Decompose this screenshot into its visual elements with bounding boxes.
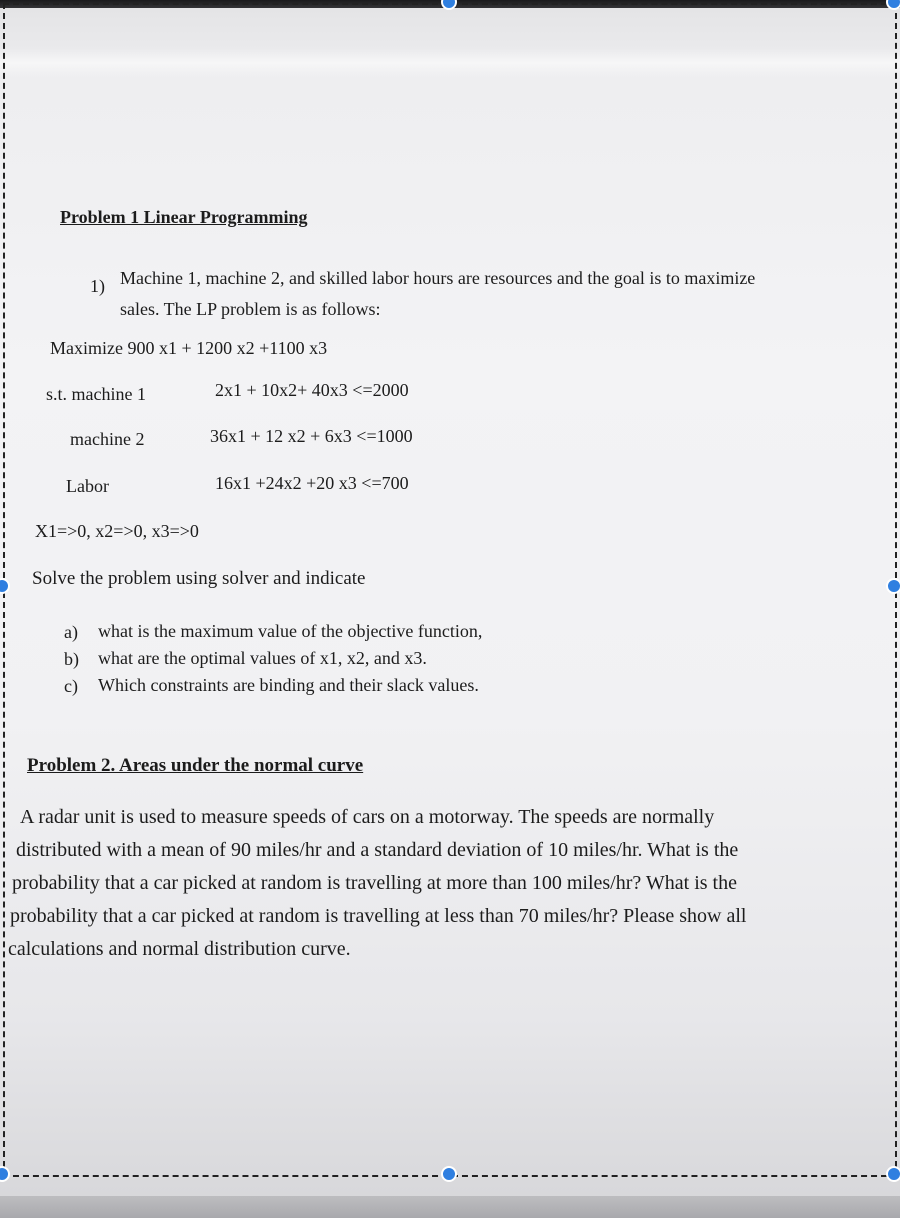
problem1-intro-line1: Machine 1, machine 2, and skilled labor hours are resources and the goal is to maximize xyxy=(120,268,756,288)
constraint-expression: 2x1 + 10x2+ 40x3 <=2000 xyxy=(215,380,409,400)
crop-handle-bottom[interactable] xyxy=(441,1166,457,1182)
instruction-text: Solve the problem using solver and indicate xyxy=(32,568,366,589)
problem2-paragraph-line: distributed with a mean of 90 miles/hr and a standard deviation of 10 miles/hr. What is the xyxy=(16,839,739,861)
problem2-paragraph-line: calculations and normal distribution curve. xyxy=(8,938,351,960)
problem1-item-number: 1) xyxy=(90,276,105,296)
constraint-label: Labor xyxy=(66,476,109,496)
problem2-heading: Problem 2. Areas under the normal curve xyxy=(27,755,364,776)
constraint-label: machine 2 xyxy=(70,429,145,449)
crop-handle-right[interactable] xyxy=(886,578,900,594)
nonnegativity-constraints: X1=>0, x2=>0, x3=>0 xyxy=(35,521,199,541)
document-photo xyxy=(0,8,900,1196)
question-text: what is the maximum value of the objective function, xyxy=(98,621,483,641)
constraint-expression: 16x1 +24x2 +20 x3 <=700 xyxy=(215,473,409,493)
problem2-paragraph-line: probability that a car picked at random is travelling at more than 100 miles/hr? What is the xyxy=(12,872,737,894)
problem1-intro-line2: sales. The LP problem is as follows: xyxy=(120,299,381,319)
question-text: what are the optimal values of x1, x2, and x3. xyxy=(98,648,427,668)
question-marker: a) xyxy=(64,622,78,642)
paper-highlight xyxy=(0,48,900,78)
question-text: Which constraints are binding and their slack values. xyxy=(98,675,479,695)
problem2-paragraph-line: A radar unit is used to measure speeds of cars on a motorway. The speeds are normally xyxy=(20,806,715,828)
constraint-label: s.t. machine 1 xyxy=(46,384,146,404)
problem2-paragraph-line: probability that a car picked at random is travelling at less than 70 miles/hr? Please show all xyxy=(10,905,747,927)
question-marker: c) xyxy=(64,676,78,696)
crop-handle-bottom-right[interactable] xyxy=(886,1166,900,1182)
photo-bottom-edge xyxy=(0,1196,900,1218)
objective-function: Maximize 900 x1 + 1200 x2 +1100 x3 xyxy=(50,338,328,358)
constraint-expression: 36x1 + 12 x2 + 6x3 <=1000 xyxy=(210,426,413,446)
problem1-heading: Problem 1 Linear Programming xyxy=(60,207,308,227)
question-marker: b) xyxy=(64,649,79,669)
